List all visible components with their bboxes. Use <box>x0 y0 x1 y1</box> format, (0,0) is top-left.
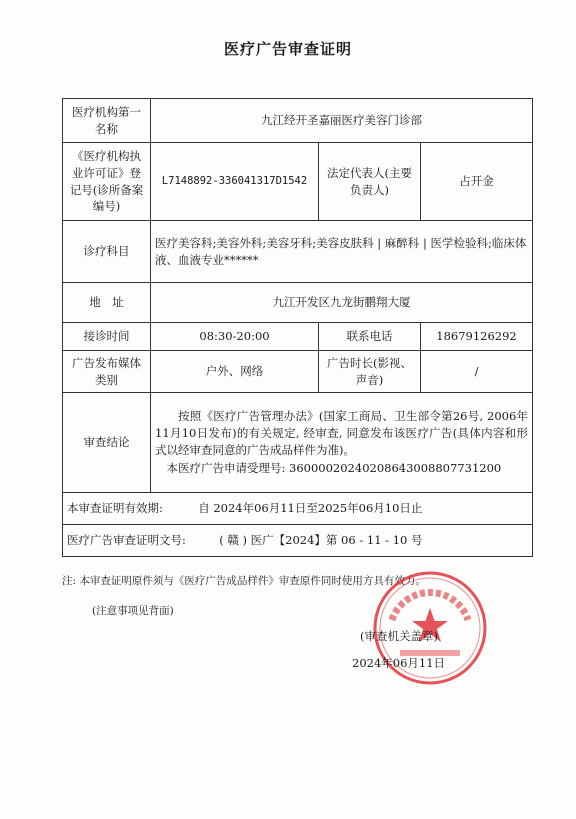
receipt-number: 本医疗广告申请受理号: 360000202402086430088077312​00 <box>166 461 502 476</box>
row-conclusion <box>63 393 533 493</box>
row-institution <box>63 99 533 143</box>
license-value: L7148892-336041317D1542 <box>151 143 319 221</box>
media-value: 户外、网络 <box>151 351 319 393</box>
conclusion-text: 按照《医疗广告管理办法》(国家工商局、卫生部令第26号, 2006年11月10日发布)的有关规定, 经审查, 同意发布该医疗广告(具体内容和形式以经审查同意的广告成品样件为准)。 <box>155 409 529 457</box>
duration-value: / <box>421 351 533 393</box>
departments-label: 诊疗科目 <box>63 221 151 283</box>
legal-rep-value: 占开金 <box>421 143 533 221</box>
page-title: 医疗广告审查证明 <box>223 40 352 58</box>
media-label: 广告发布媒体类别 <box>63 351 151 393</box>
departments-value: 医疗美容科;美容外科;美容牙科;美容皮肤科 | 麻醉科 | 医学检验科;临床体液、血液专业****** <box>151 221 533 283</box>
conclusion-label: 审查结论 <box>63 393 151 493</box>
review-form-table <box>62 98 533 557</box>
row-address <box>63 283 533 323</box>
certificate-value: ( 赣 ) 医广【2024】第 06 - 11 - 10 号 <box>219 533 423 548</box>
address-label: 地 址 <box>63 283 151 323</box>
certificate-label: 医疗广告审查证明文号: <box>67 533 186 548</box>
hours-label: 接诊时间 <box>63 323 151 351</box>
conclusion-cell <box>151 393 533 493</box>
phone-label: 联系电话 <box>319 323 421 351</box>
row-departments <box>63 221 533 283</box>
legal-rep-label: 法定代表人(主要负责人) <box>319 143 421 221</box>
row-media <box>63 351 533 393</box>
license-label: 《医疗机构执业许可证》登记号(诊所备案编号) <box>63 143 151 221</box>
validity-cell <box>63 493 533 525</box>
row-hours <box>63 323 533 351</box>
row-license <box>63 143 533 221</box>
hours-value: 08:30-20:00 <box>151 323 319 351</box>
usage-note: 注: 本审查证明原件须与《医疗广告成品样件》审查原件同时使用方具有效力。 <box>62 575 426 587</box>
issue-date: 2024年06月11日 <box>352 656 446 670</box>
duration-label: 广告时长(影视、声音) <box>319 351 421 393</box>
institution-label: 医疗机构第一名称 <box>63 99 151 143</box>
institution-value: 九江经开圣嘉丽医疗美容门诊部 <box>151 99 533 143</box>
validity-label: 本审查证明有效期: <box>67 501 163 516</box>
row-certificate <box>63 525 533 557</box>
phone-value: 18679126292 <box>421 323 533 351</box>
address-value: 九江开发区九龙街鹏翔大厦 <box>151 283 533 323</box>
certificate-cell <box>63 525 533 557</box>
validity-value: 自 2024年06月11日至2025年06月10日止 <box>198 501 423 516</box>
seal-label: (审查机关盖章) <box>360 629 438 643</box>
see-back-note: (注意事项见背面) <box>92 605 174 617</box>
row-validity <box>63 493 533 525</box>
